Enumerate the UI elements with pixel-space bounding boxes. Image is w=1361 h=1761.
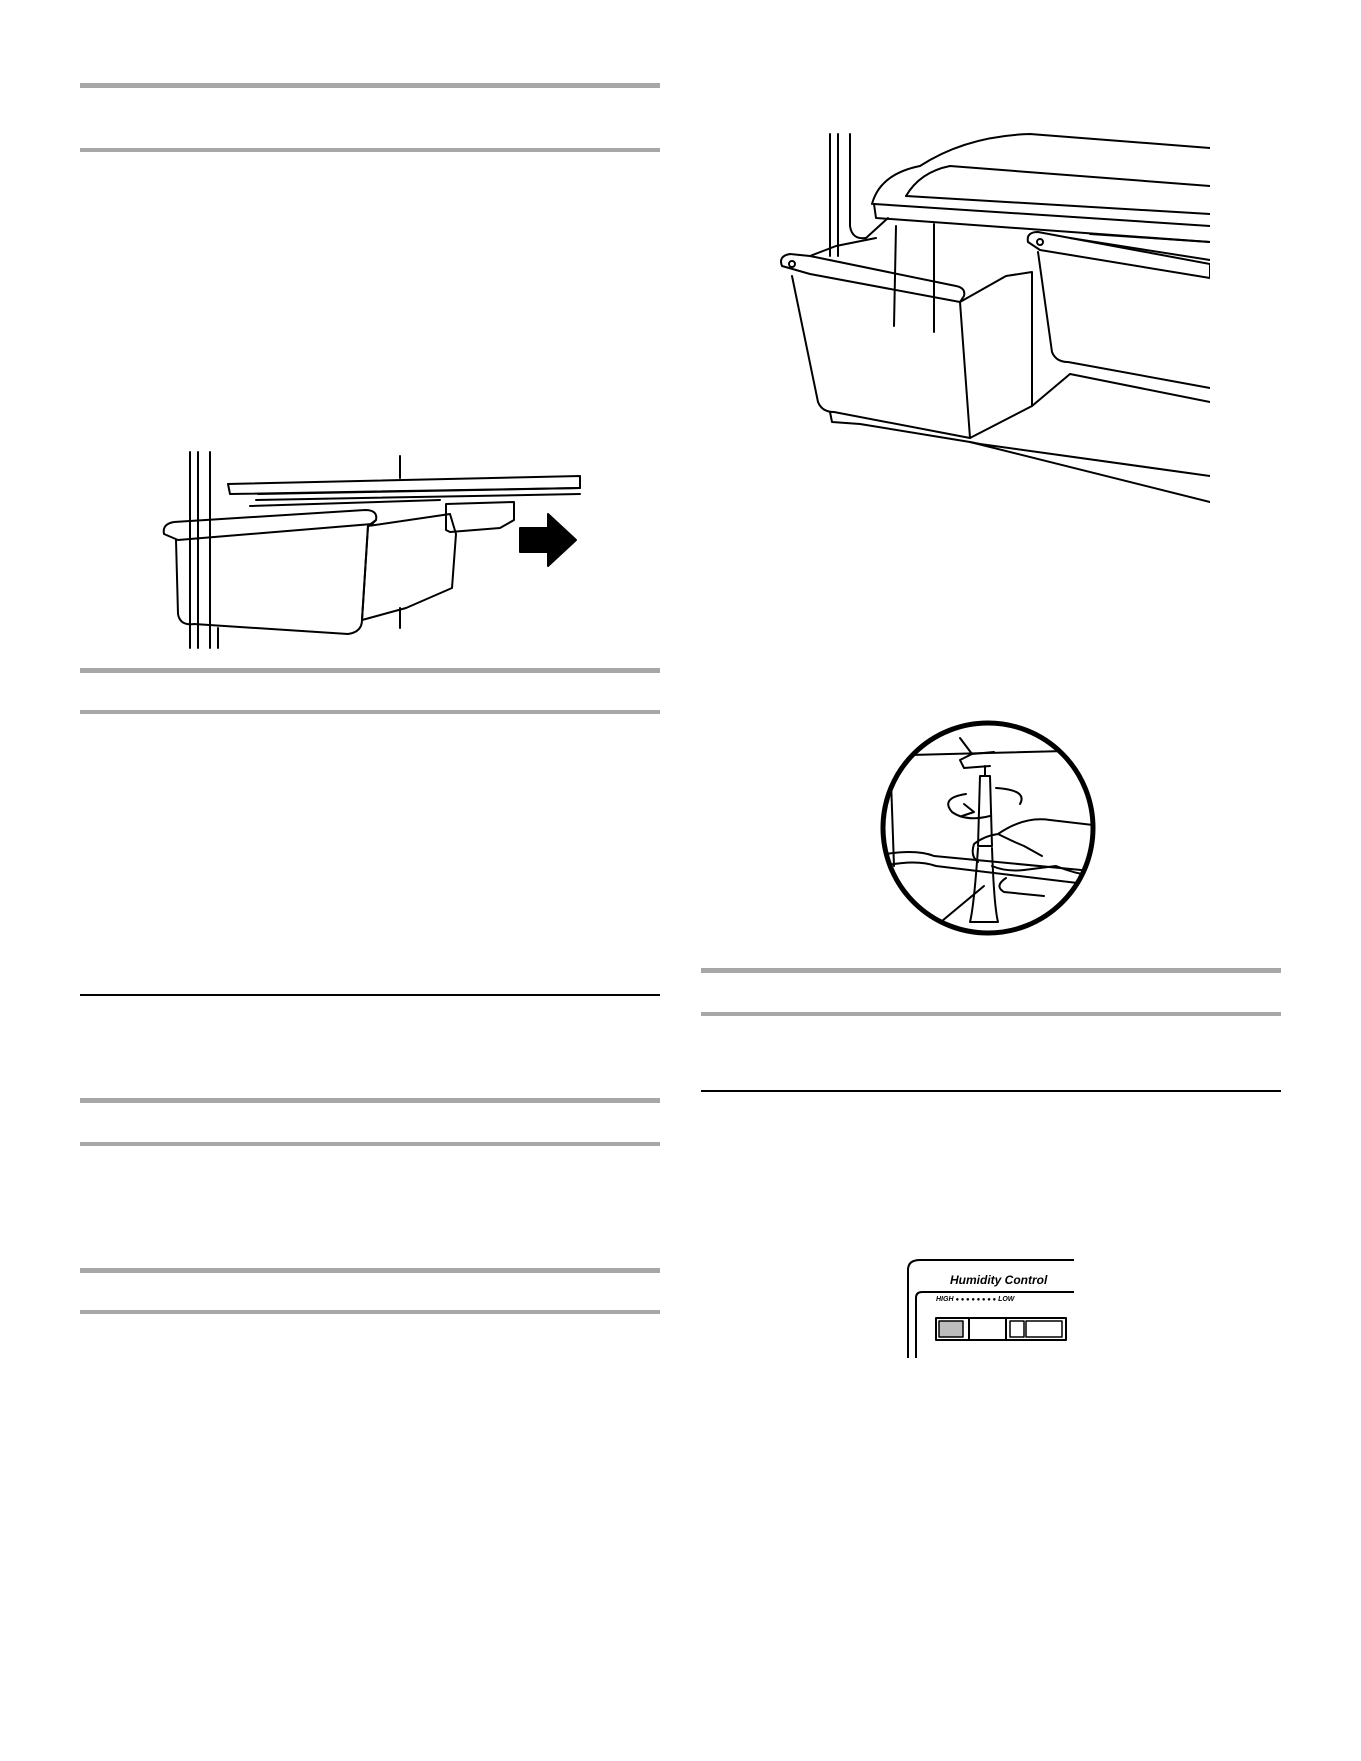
section-rule-bottom-1 xyxy=(80,1268,660,1273)
section-rule-right-2 xyxy=(701,1012,1281,1016)
section-rule-top-2 xyxy=(80,148,660,152)
humidity-low-label: LOW xyxy=(998,1296,1015,1303)
crisper-drawers-illustration xyxy=(770,126,1210,520)
section-rule-low-2 xyxy=(80,1142,660,1146)
section-rule-mid-1 xyxy=(80,668,660,673)
section-rule-right-1 xyxy=(701,968,1281,973)
drawer-adjustment-inset-illustration xyxy=(874,716,1102,940)
humidity-control-title: Humidity Control xyxy=(950,1273,1048,1287)
section-rule-thin-left xyxy=(80,994,660,996)
humidity-high-label: HIGH xyxy=(936,1296,954,1303)
humidity-control-panel xyxy=(906,1258,1074,1358)
section-rule-low-1 xyxy=(80,1098,660,1103)
section-rule-thin-right xyxy=(701,1090,1281,1092)
humidity-dots: ● ● ● ● ● ● ● ● xyxy=(955,1297,997,1303)
humidity-scale xyxy=(936,1294,1066,1306)
section-rule-mid-2 xyxy=(80,710,660,714)
arrow-right-icon xyxy=(520,514,576,566)
humidity-slider-knob xyxy=(939,1321,963,1337)
section-rule-bottom-2 xyxy=(80,1310,660,1314)
rotate-arrow-icon xyxy=(948,788,1021,818)
crisper-drawer-removal-illustration xyxy=(150,448,590,650)
section-rule-top-1 xyxy=(80,83,660,88)
